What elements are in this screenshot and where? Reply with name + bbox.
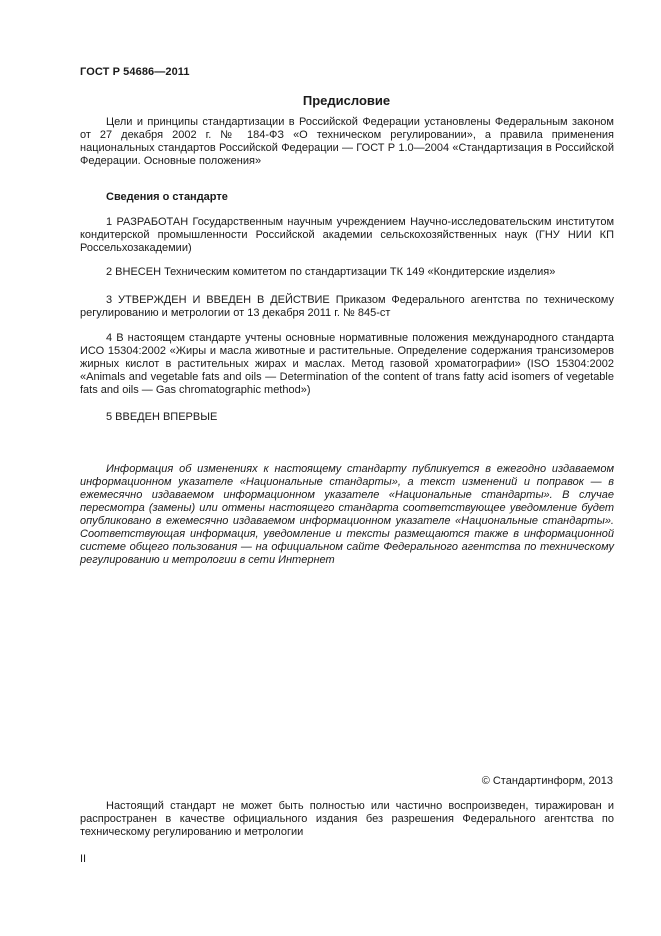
item-1: 1 РАЗРАБОТАН Государственным научным учреждением Научно-исследовательским институтом кондитерской промышленности Российской академии сельскохозяйственных наук (ГНУ НИИ КП Россельхозакадемии) <box>80 216 614 254</box>
info-note: Информация об изменениях к настоящему стандарту публикуется в ежегодно издаваемом информационном указателе «Национальные стандарты», а текст изменений и поправок — в ежемесячно издаваемом информационном указателе «Национальные стандарты». В случае пересмотра (замены) или отмены настоящего стандарта соответствующее уведомление будет опубликовано в ежемесячно издаваемом информационном указателе «Национальные стандарты». Соответствующая информация, уведомление и тексты размещаются также в информационной системе общего пользования — на официальном сайте Федерального агентства по техническому регулированию и метрологии в сети Интернет <box>80 463 614 566</box>
document-code: ГОСТ Р 54686—2011 <box>80 66 190 78</box>
item-3: 3 УТВЕРЖДЕН И ВВЕДЕН В ДЕЙСТВИЕ Приказом Федерального агентства по техническому регулированию и метрологии от 13 декабря 2011 г. № 845-ст <box>80 294 614 319</box>
page-title: Предисловие <box>302 93 391 108</box>
page-number: II <box>80 853 87 865</box>
intro-paragraph: Цели и принципы стандартизации в Российской Федерации установлены Федеральным законом от 27 декабря 2002 г. № 184-ФЗ «О техническом регулировании», а правила применения национальных стандартов Российской Федерации — ГОСТ Р 1.0—2004 «Стандартизация в Российской Федерации. Основные положения» <box>80 116 614 167</box>
item-4: 4 В настоящем стандарте учтены основные нормативные положения международного стандарта ИСО 15304:2002 «Жиры и масла животные и растительные. Определение содержания трансизомеров жирных кислот в растительных жирах и маслах. Метод газовой хроматографии» (ISO 15304:2002 «Animals and vegetable fats and oils — Determination of the content of trans fatty acid isomers of vegetable fats and oils — Gas chromatographic method») <box>80 332 614 396</box>
item-5: 5 ВВЕДЕН ВПЕРВЫЕ <box>106 411 218 423</box>
copyright: © Стандартинформ, 2013 <box>481 775 613 787</box>
item-2: 2 ВНЕСЕН Техническим комитетом по стандартизации ТК 149 «Кондитерские изделия» <box>106 266 556 278</box>
section-subheading: Сведения о стандарте <box>106 191 228 203</box>
copyright-notice: Настоящий стандарт не может быть полностью или частично воспроизведен, тиражирован и распространен в качестве официального издания без разрешения Федерального агентства по техническому регулированию и метрологии <box>80 800 614 838</box>
